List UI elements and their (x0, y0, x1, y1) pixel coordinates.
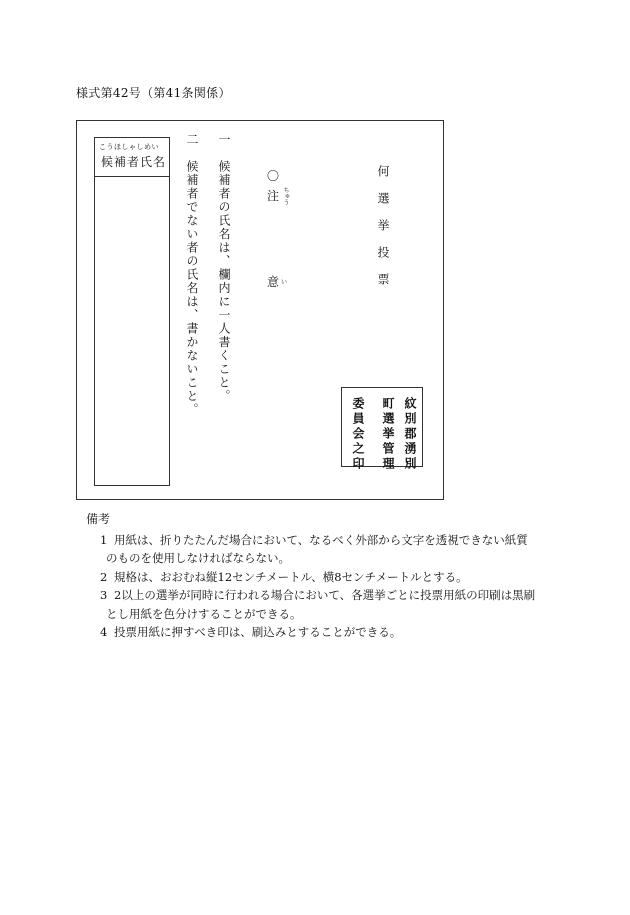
note-text: 2以上の選挙が同時に行われる場合において、各選挙ごとに投票用紙の印刷は黒刷 (114, 588, 536, 602)
form-title: 様式第42号（第41条関係） (76, 86, 231, 100)
note-item-4 (86, 623, 566, 642)
candidate-name-label: 候補者氏名 (101, 155, 167, 169)
notice-mark: 〇 (267, 169, 280, 183)
instruction-item-1: 一 候補者の氏名は、欄内に一人書くこと。 (217, 133, 231, 403)
notice-label-i: 意 (267, 275, 280, 289)
official-stamp (341, 387, 423, 472)
instruction-item-2: 二 候補者でない者の氏名は、書かないこと。 (185, 133, 199, 417)
note-text: 用紙は、折りたたんだ場合において、なるべく外部から文字を透視できない紙質 (114, 532, 528, 547)
note-number: 3 (100, 588, 108, 602)
note-number: 4 (100, 625, 108, 639)
ballot-title: 何選挙投票 (376, 165, 390, 300)
candidate-name-header (95, 138, 169, 177)
note-item-3 (86, 586, 566, 605)
notice-label-chu: 注 (267, 189, 280, 203)
note-text: 規格は、おおむね縦12センチメートル、横8センチメートルとする。 (114, 569, 468, 584)
notice-ruby-chu: ちゅう (282, 187, 289, 205)
note-item-1-continuation: のものを使用しなければならない。 (106, 551, 290, 565)
notes-heading: 備考 (86, 512, 111, 526)
stamp-line-1: 紋別郡湧別 (403, 397, 417, 472)
note-text: 投票用紙に押すべき印は、刷込みとすることができる。 (114, 625, 402, 639)
candidate-name-box (94, 137, 170, 486)
note-item-2 (86, 568, 566, 587)
notice-ruby-i: い (281, 279, 288, 286)
note-number: 2 (100, 569, 108, 584)
note-item-1 (86, 531, 566, 550)
note-item-3-continuation: とし用紙を色分けすることができる。 (106, 606, 302, 621)
candidate-name-ruby: こうほしゃしめい (99, 143, 159, 151)
stamp-line-3: 委員会之印 (351, 397, 365, 472)
notes-section (86, 510, 566, 642)
ballot-sample (76, 120, 444, 500)
note-number: 1 (100, 532, 108, 547)
stamp-line-2: 町選挙管理 (381, 397, 395, 472)
